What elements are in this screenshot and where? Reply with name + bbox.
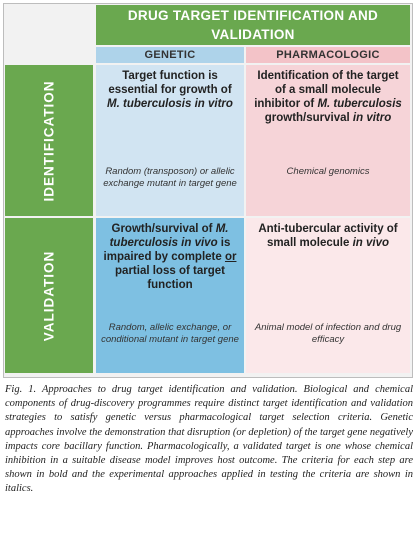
criteria-text (252, 69, 404, 125)
title-line-1: DRUG TARGET IDENTIFICATION AND (127, 8, 379, 23)
cell-validation-genetic (96, 218, 244, 373)
approach-text: Animal model of infection and drug efficacy (254, 322, 402, 345)
row-label-identification: IDENTIFICATION (41, 80, 57, 201)
criteria-italic: M. tuberculosis in vivo (109, 223, 229, 249)
criteria-part: Target function is (122, 70, 218, 82)
criteria-text (102, 222, 238, 292)
criteria-part: growth/survival (264, 112, 350, 124)
criteria-or: or (224, 251, 237, 263)
row-header-validation (5, 218, 93, 373)
cell-identification-genetic (96, 65, 244, 216)
column-header-genetic: GENETIC (96, 47, 244, 63)
approach-text: Random (transposon) or allelic exchange mutant in target gene (103, 166, 237, 189)
figure-caption: Fig. 1. Approaches to drug target identification and validation. Biological and chemical components of drug-discovery programmes require distinct target identification and validation strategies to satisfy genetic versus pharmacological target selection criteria. Genetic approaches involve the demonstration that disruption (or depletion) of the target gene negatively impacts core bacillary function. Pharmacologically, a validated target is one whose chemical inhibition in a suitable disease model improves host outcome. The criteria for each step are shown in bold and the experimental approaches applied in testing the criteria are shown in italics. (5, 384, 413, 495)
cell-identification-pharmacologic (246, 65, 410, 216)
criteria-part: Growth/survival of (111, 223, 213, 235)
cell-validation-pharmacologic (246, 218, 410, 373)
column-header-pharmacologic: PHARMACOLOGIC (246, 47, 410, 63)
criteria-text (102, 69, 238, 111)
criteria-text (252, 222, 404, 250)
figure-title (96, 5, 410, 45)
criteria-part: partial loss of target function (115, 265, 225, 291)
approach-text: Random, allelic exchange, or conditional mutant in target gene (101, 322, 239, 345)
criteria-part: Anti-tubercular activity of small molecule (258, 223, 398, 249)
criteria-part: is impaired by complete (103, 237, 231, 263)
criteria-italic: M. tuberculosis (317, 98, 402, 110)
criteria-italic: M. tuberculosis in vitro (107, 98, 233, 110)
row-label-validation: VALIDATION (41, 250, 57, 341)
criteria-part: Identification of the target of a small molecule inhibitor of (254, 70, 399, 110)
criteria-italic: in vivo (352, 237, 390, 249)
approach-text: Chemical genomics (286, 166, 370, 177)
row-header-identification (5, 65, 93, 216)
criteria-italic: in vitro (352, 112, 392, 124)
title-line-2: VALIDATION (211, 27, 295, 42)
criteria-part: essential for growth of (108, 84, 232, 96)
